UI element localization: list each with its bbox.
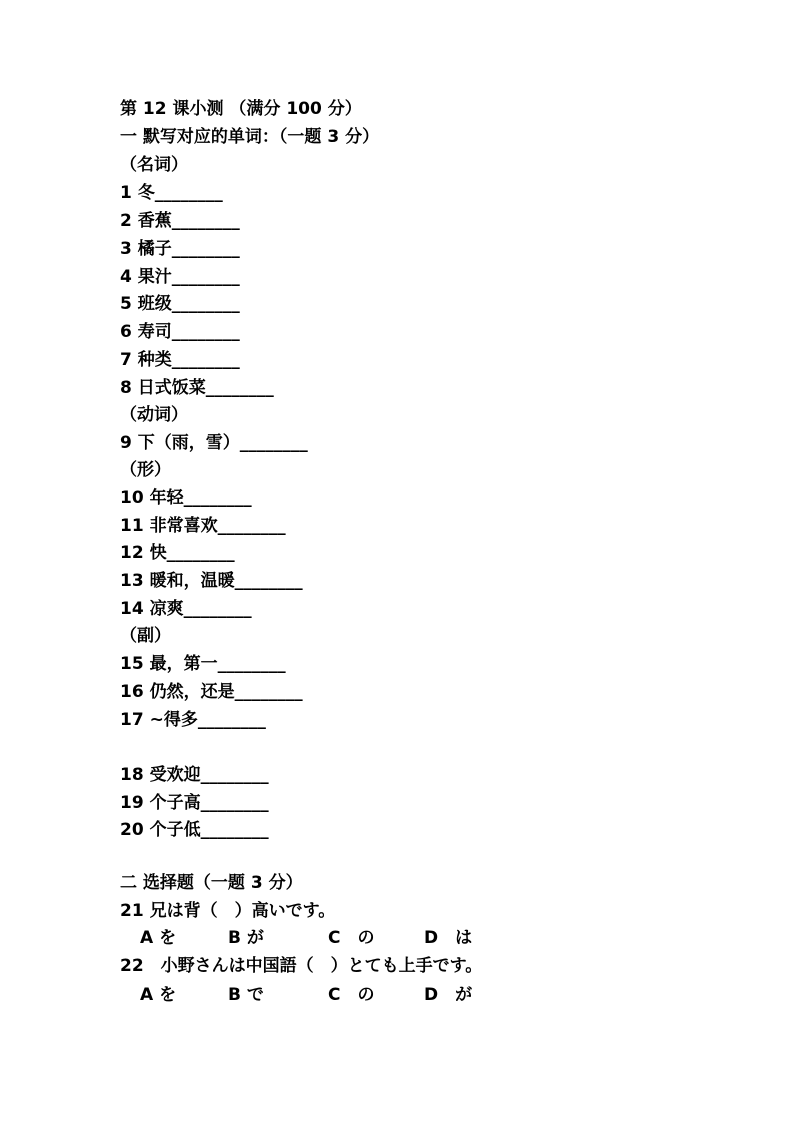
vocab-item: 17 ~得多________ [120, 710, 266, 730]
vocab-item: 20 个子低________ [120, 820, 269, 840]
vocab-item: 16 仍然，还是________ [120, 682, 303, 702]
option-a: A を [140, 928, 177, 948]
vocab-item: 7 种类________ [120, 350, 240, 370]
question-text: 21 兄は背（ ）高いです。 [120, 901, 336, 921]
group-label-adjectives: （形） [120, 460, 171, 480]
vocab-item: 3 橘子________ [120, 239, 240, 259]
question-text: 22 小野さんは中国語（ ）とても上手です。 [120, 956, 483, 976]
section1-heading: 一 默写对应的单词：（一题 3 分） [120, 127, 380, 147]
vocab-item: 8 日式饭菜________ [120, 378, 274, 398]
group-label-verbs: （动词） [120, 405, 188, 425]
option-c: C の [328, 928, 375, 948]
vocab-item: 1 冬________ [120, 183, 223, 203]
section2-heading: 二 选择题（一题 3 分） [120, 873, 303, 893]
option-a: A を [140, 985, 177, 1005]
option-b: B で [228, 985, 264, 1005]
vocab-item: 10 年轻________ [120, 488, 252, 508]
vocab-item: 13 暖和，温暖________ [120, 571, 303, 591]
vocab-item: 19 个子高________ [120, 793, 269, 813]
vocab-item: 9 下（雨，雪）________ [120, 433, 308, 453]
page-title: 第 12 课小测 （满分 100 分） [120, 99, 362, 119]
vocab-item: 11 非常喜欢________ [120, 516, 286, 536]
group-label-nouns: （名词） [120, 155, 188, 175]
option-b: B が [228, 928, 264, 948]
vocab-item: 15 最，第一________ [120, 654, 286, 674]
option-c: C の [328, 985, 375, 1005]
vocab-item: 18 受欢迎________ [120, 765, 269, 785]
question-options [140, 984, 473, 1094]
vocab-item: 2 香蕉________ [120, 211, 240, 231]
vocab-item: 6 寿司________ [120, 322, 240, 342]
vocab-item: 12 快________ [120, 543, 235, 563]
vocab-item: 4 果汁________ [120, 267, 240, 287]
option-d: D は [424, 928, 473, 948]
option-d: D が [424, 985, 473, 1005]
vocab-item: 5 班级________ [120, 294, 240, 314]
vocab-item: 14 凉爽________ [120, 599, 252, 619]
group-label-adverbs: （副） [120, 626, 171, 646]
